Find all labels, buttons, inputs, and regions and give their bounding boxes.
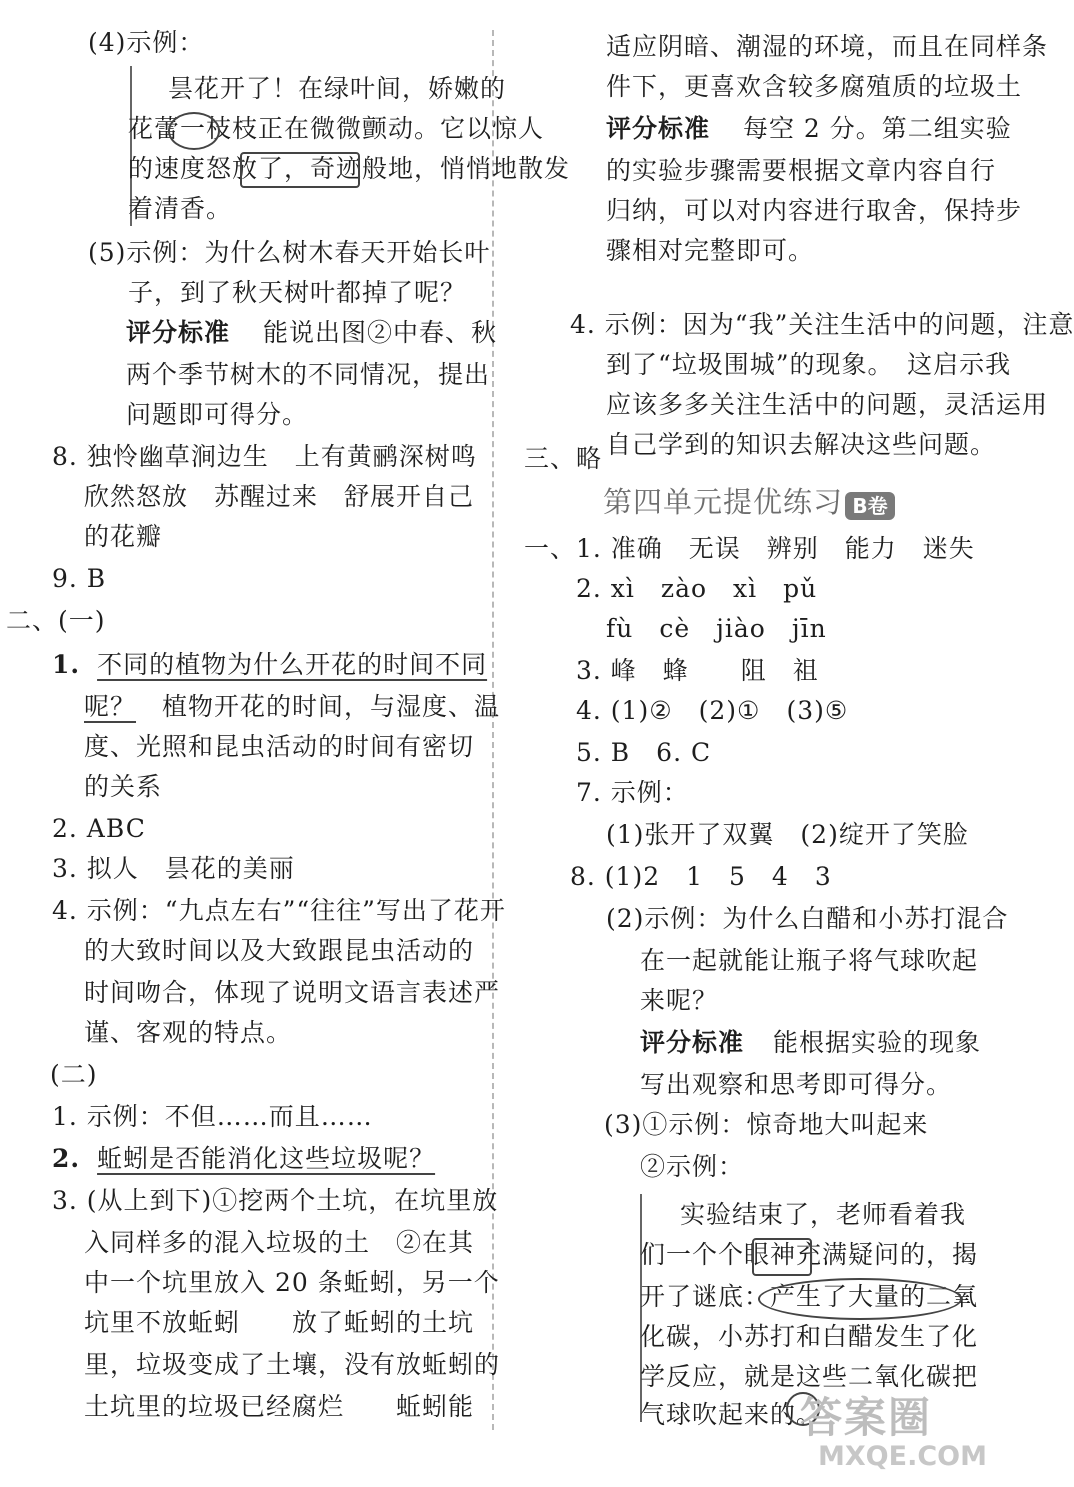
answer-line: 子，到了秋天树叶都掉了呢？ <box>128 278 467 307</box>
scoring-text: 每空 2 分。第二组实验 <box>742 114 1012 143</box>
column-divider <box>492 30 494 1430</box>
scoring-line: 归纳，可以对内容进行取舍，保持步 <box>606 196 1023 225</box>
answer-line: 2. ABC <box>52 814 146 843</box>
answer-line: 1. 示例：不但……而且…… <box>52 1102 373 1131</box>
answer-line: 2. xì zào xì pǔ <box>576 574 818 603</box>
scoring-label: 评分标准 <box>606 114 711 143</box>
passage-line: 气球吹起来的。 <box>640 1400 823 1429</box>
underlined-answer: 蚯蚓是否能消化这些垃圾呢？ <box>97 1144 436 1173</box>
passage-line: 着清香。 <box>128 194 233 223</box>
underlined-answer: 不同的植物为什么开花的时间不同 <box>97 650 488 679</box>
unit-section-title: 第四单元提优练习 <box>603 485 844 519</box>
section-badge: B卷 <box>845 492 895 520</box>
answer-line: 来呢？ <box>640 986 719 1015</box>
answer-line: 在一起就能让瓶子将气球吹起 <box>640 946 979 975</box>
scoring-line <box>126 316 497 350</box>
answer-line: fù cè jiào jīn <box>606 614 827 643</box>
scoring-label: 评分标准 <box>126 318 231 347</box>
answer-line: 7. 示例： <box>576 778 689 807</box>
question-number: 2. <box>52 1144 81 1173</box>
answer-line: 9. B <box>52 564 107 593</box>
scoring-label: 评分标准 <box>640 1028 745 1057</box>
passage-line: 化碳，小苏打和白醋发生了化 <box>640 1322 979 1351</box>
answer-line: 谨、客观的特点。 <box>84 1018 293 1047</box>
answer-line: (1)张开了双翼 (2)绽开了笑脸 <box>606 820 969 849</box>
passage-line: 开了谜底：产生了大量的二氧 <box>640 1282 979 1311</box>
passage-line: 昙花开了！在绿叶间，娇嫩的 <box>168 74 507 103</box>
section-heading: 三、略 <box>524 444 603 473</box>
answer-line: 8. (1)2 1 5 4 3 <box>570 862 832 891</box>
correction-circle <box>758 1278 962 1320</box>
passage-line: 们一个个眼神充满疑问的，揭 <box>640 1240 979 1269</box>
answer-line: 3. 峰 蜂 阻 祖 <box>576 656 819 685</box>
answer-line: 3. (从上到下)①挖两个土坑，在坑里放 <box>52 1186 499 1215</box>
watermark-site: MXQE.COM <box>818 1441 987 1472</box>
scoring-line <box>640 1026 981 1060</box>
answer-line: 5. B 6. C <box>576 738 712 767</box>
answer-line: (2)示例：为什么白醋和小苏打混合 <box>606 904 1009 933</box>
passage-line: 实验结束了，老师看着我 <box>680 1200 967 1229</box>
answer-line: (3)①示例：惊奇地大叫起来 <box>604 1110 929 1139</box>
correction-box <box>752 1238 812 1276</box>
passage-line: 学反应，就是这些二氧化碳把 <box>640 1362 979 1391</box>
underlined-answer: 呢？ <box>84 692 137 721</box>
scoring-line: 的实验步骤需要根据文章内容自行 <box>606 156 997 185</box>
answer-line: 土坑里的垃圾已经腐烂 蚯蚓能 <box>84 1392 475 1421</box>
answer-line: ②示例： <box>640 1152 745 1181</box>
answer-line: 4. 示例：因为“我”关注生活中的问题，注意 <box>570 310 1074 339</box>
answer-text: 植物开花的时间，与湿度、温 <box>136 692 501 721</box>
answer-line <box>84 690 500 724</box>
answer-line: 中一个坑里放入 20 条蚯蚓，另一个 <box>84 1268 500 1297</box>
answer-line: 件下，更喜欢含较多腐殖质的垃圾土 <box>606 72 1023 101</box>
correction-box <box>240 152 360 188</box>
answer-line: 坑里不放蚯蚓 放了蚯蚓的土坑 <box>84 1308 475 1337</box>
answer-line: 欣然怒放 苏醒过来 舒展开自己 <box>84 482 475 511</box>
answer-line <box>52 648 487 682</box>
answer-line: 的大致时间以及大致跟昆虫活动的 <box>84 936 475 965</box>
answer-line: 的关系 <box>84 772 163 801</box>
passage-line: 花蕾一枝枝正在微微颤动。它以惊人 <box>128 114 545 143</box>
answer-line: 度、光照和昆虫活动的时间有密切 <box>84 732 475 761</box>
answer-line: 3. 拟人 昙花的美丽 <box>52 854 295 883</box>
question-number: 1. <box>52 650 81 679</box>
answer-line: (5)示例：为什么树木春天开始长叶 <box>88 238 491 267</box>
correction-circle <box>168 112 220 150</box>
answer-line: 入同样多的混入垃圾的土 ②在其 <box>84 1228 475 1257</box>
answer-line: 里，垃圾变成了土壤，没有放蚯蚓的 <box>84 1350 501 1379</box>
scoring-line: 写出观察和思考即可得分。 <box>640 1070 953 1099</box>
passage-line: 的速度怒放了，奇迹般地，悄悄地散发 <box>128 154 571 183</box>
answer-line: 应该多多关注生活中的问题，灵活运用 <box>606 390 1049 419</box>
section-heading: (二) <box>50 1060 98 1089</box>
answer-line: (4)示例： <box>88 28 205 57</box>
answer-line: 适应阴暗、潮湿的环境，而且在同样条 <box>606 32 1049 61</box>
scoring-text: 能根据实验的现象 <box>772 1028 981 1057</box>
section-heading: 二、(一) <box>6 606 106 635</box>
answer-line: 自己学到的知识去解决这些问题。 <box>606 430 997 459</box>
answer-line: 一、1. 准确 无误 辨别 能力 迷失 <box>524 534 975 563</box>
scoring-line <box>606 112 1012 146</box>
answer-line: 到了“垃圾围城”的现象。 这启示我 <box>606 350 1012 379</box>
scoring-line: 问题即可得分。 <box>126 400 309 429</box>
answer-line: 8. 独怜幽草涧边生 上有黄鹂深树鸣 <box>52 442 477 471</box>
answer-line: 4. (1)② (2)① (3)⑤ <box>576 696 849 725</box>
answer-line: 的花瓣 <box>84 522 163 551</box>
scoring-line: 两个季节树木的不同情况，提出 <box>126 360 491 389</box>
answer-line: 时间吻合，体现了说明文语言表述严 <box>84 978 501 1007</box>
watermark-logo: 答案圈 <box>800 1393 933 1442</box>
answer-line: 4. 示例：“九点左右”“往往”写出了花开 <box>52 896 506 925</box>
scoring-text: 能说出图②中春、秋 <box>262 318 497 347</box>
scoring-line: 骤相对完整即可。 <box>606 236 815 265</box>
answer-line <box>52 1142 435 1176</box>
